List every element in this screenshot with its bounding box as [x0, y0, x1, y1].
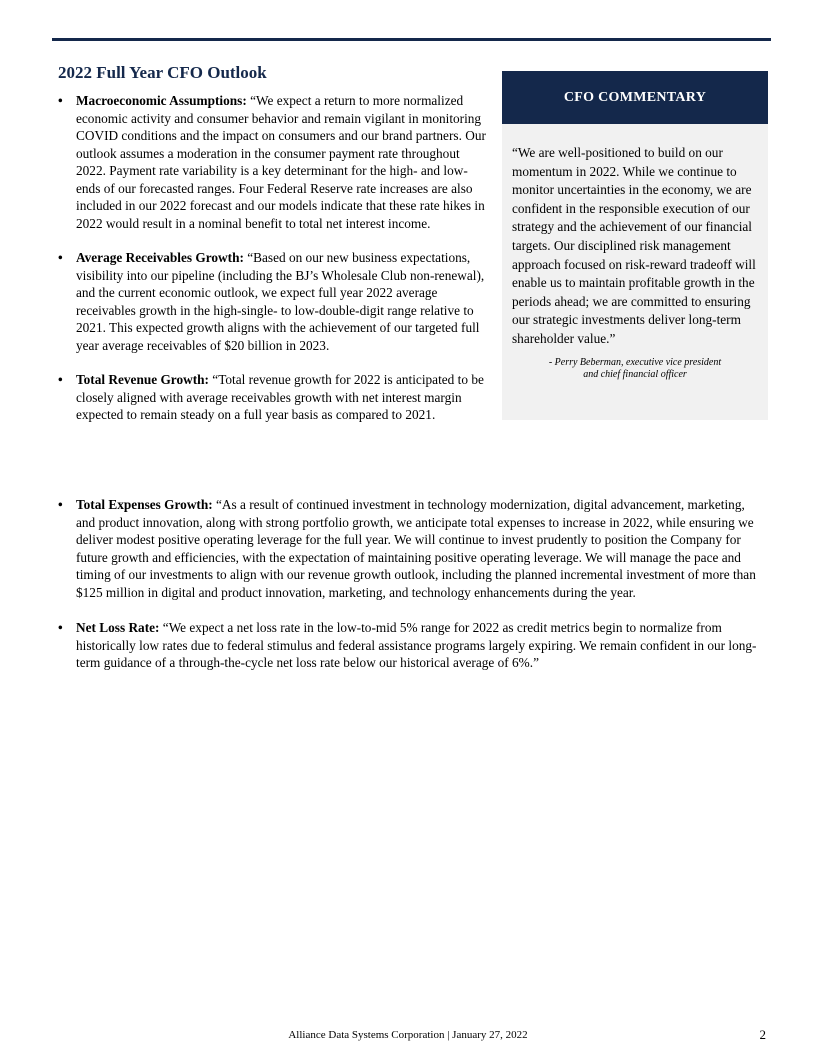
page-footer: Alliance Data Systems Corporation | January 27, 2022	[288, 1029, 528, 1041]
bullet-label: Total Expenses Growth:	[76, 497, 213, 512]
bullet-text: “Based on our new business expectations, visibility into our pipeline (including the BJ’s Wholesale Club non-renewal), and the current economic outlook, we expect full year 2022 average receivables growth in the high-single- to low-double-digit range relative to 2021. This expected growth aligns with the achievement of our targeted full year average receivables of $20 billion in 2023.	[76, 250, 485, 353]
bullet-label: Net Loss Rate:	[76, 620, 160, 635]
cfo-commentary-panel	[502, 71, 768, 420]
bullet-label: Macroeconomic Assumptions:	[76, 93, 247, 108]
attribution-line-1: - Perry Beberman, executive vice president	[548, 356, 722, 368]
page-title: 2022 Full Year CFO Outlook	[58, 63, 267, 82]
page-number: 2	[759, 1027, 766, 1042]
bullet-text: “We expect a net loss rate in the low-to-mid 5% range for 2022 as credit metrics begin to normalize from historically low rates due to federal stimulus and federal assistance programs largely expiring. We remain confident in our long-term guidance of a through-the-cycle net loss rate below our historical average of 6%.”	[76, 620, 757, 670]
bullet-label: Total Revenue Growth:	[76, 372, 209, 387]
list-item	[58, 249, 486, 354]
bullet-text: “Total revenue growth for 2022 is anticipated to be closely aligned with average receivables growth with net interest margin expected to remain steady on a full year basis as compared to 2021.	[76, 372, 484, 422]
commentary-heading: CFO COMMENTARY	[502, 71, 768, 124]
commentary-attribution	[502, 357, 768, 381]
outlook-list-bottom	[58, 496, 758, 690]
list-item	[58, 619, 758, 672]
list-item	[58, 92, 486, 232]
header-rule	[52, 38, 771, 41]
bullet-text: “As a result of continued investment in technology modernization, digital advancement, marketing, and product innovation, along with strong portfolio growth, we anticipate total expenses to increase in 2022, while ensuring we deliver modest positive operating leverage for the full year. We will continue to invest prudently to position the Company for future growth and efficiencies, with the expectation of maintaining positive operating leverage. We will manage the pace and timing of our investments to align with our revenue growth outlook, including the planned incremental investment of more than $125 million in digital and product innovation, marketing, and technology enhancements during the year.	[76, 497, 756, 600]
list-item	[58, 496, 758, 601]
outlook-list-top	[58, 92, 486, 441]
bullet-label: Average Receivables Growth:	[76, 250, 244, 265]
list-item	[58, 371, 486, 424]
bullet-text: “We expect a return to more normalized economic activity and consumer behavior and remain vigilant in monitoring COVID conditions and the impact on consumers and our brand partners. Our outlook assumes a moderation in the consumer payment rate throughout 2022. Payment rate variability is a key determinant for the high- and low-ends of our forecasted ranges. Four Federal Reserve rate increases are also included in our 2022 forecast and our models indicate that these rate hikes in 2022 would result in a nominal benefit to total net interest income.	[76, 93, 486, 231]
attribution-line-2: and chief financial officer	[583, 368, 687, 380]
commentary-quote: “We are well-positioned to build on our momentum in 2022. While we continue to monitor uncertainties in the economy, we are confident in the responsible execution of our strategy and the achievement of our financial targets. Our disciplined risk management approach focused on risk-reward tradeoff will enable us to maintain profitable growth in the periods ahead; we are committed to ensuring our strategic investments deliver long-term shareholder value.”	[512, 145, 756, 346]
